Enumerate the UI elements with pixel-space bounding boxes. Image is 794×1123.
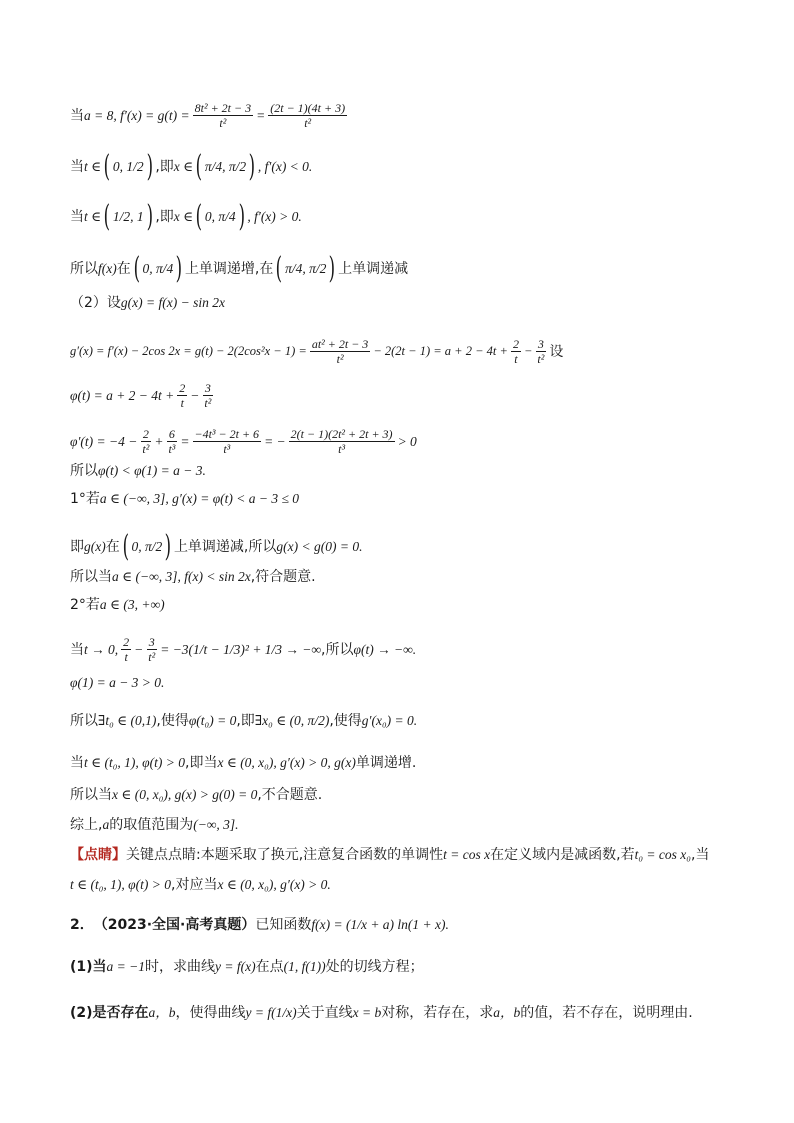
- line-5: （2）设 g(x) = f(x) − sin 2x: [70, 295, 225, 311]
- line-4: 所以 f(x) 在 ( 0, π/4 ) 上单调递增,在 ( π/4, π/2 ) 上单调递减: [70, 251, 409, 286]
- line-13: 2°若 a ∈ (3, +∞): [70, 597, 165, 613]
- problem-source: （2023·全国·高考真题）: [93, 917, 256, 933]
- line-15: φ(1) = a − 3 > 0.: [70, 675, 165, 690]
- line-16: 所以 ∃t₀ ∈ (0,1) ,使得 φ(t₀) = 0 ,即 ∃x₀ ∈ (0, π/2) ,使得 g′(x₀) = 0.: [70, 713, 418, 729]
- fraction: $\frac{\text{8t² + 2t − 3}}{\text{t²}}$: [194, 101, 252, 130]
- problem-2-part-2: (2)是否存在 a，b ，使得曲线 y = f(1/x) 关于直线 x = b 对称，若存在，求 a，b 的值，若不存在，说明理由.: [70, 1005, 693, 1021]
- line-7: φ(t) = a + 2 − 4t + $\frac{2}{t}$ − $\frac{3}{\text{t²}}$: [70, 381, 212, 410]
- fraction: $\frac{(2t - 1)(4t + 3)}{\text{t²}}$: [270, 101, 346, 130]
- problem-number: 2．: [70, 917, 94, 933]
- line-6: g′(x) = f′(x) − 2cos 2x = g(t) − 2(2cos²x − 1) = $\frac{\text{at² + 2t − 3}}{\text{t²}}$ − 2(2t − 1) = a + 2 − 4t + $\frac{2}{t}$ − $\frac{3}{\text{t²}}$ 设: [70, 337, 564, 366]
- interval: 0, π/4: [204, 209, 236, 225]
- line-14: 当 t → 0, $\frac{2}{t}$ − $\frac{3}{\text{t²}}$ = −3(1/t − 1/3)² + 1/3 → −∞ ,所以 φ(t) → −∞.: [70, 635, 417, 664]
- key-point-line-2: t ∈ (t₀, 1), φ(t) > 0 ,对应当 x ∈ (0, x₀), g′(x) > 0.: [70, 877, 331, 893]
- line-10: 1°若 a ∈ (−∞, 3], g′(x) = φ(t) < a − 3 ≤ 0: [70, 491, 300, 507]
- line-11: 即 g(x) 在 ( 0, π/2 ) 上单调递减,所以 g(x) < g(0) = 0.: [70, 529, 363, 564]
- line-12: 所以当 a ∈ (−∞, 3], f(x) < sin 2x ,符合题意.: [70, 569, 316, 585]
- interval: 1/2, 1: [112, 209, 144, 225]
- line-19: 综上, a 的取值范围为 (−∞, 3].: [70, 817, 239, 833]
- key-point-line-1: 【点睛】 关键点点睛:本题采取了换元,注意复合函数的单调性 t = cos x 在定义域内是减函数,若 t₀ = cos x₀ ,当: [70, 847, 710, 863]
- interval: π/4, π/2: [204, 159, 247, 175]
- interval: 0, 1/2: [112, 159, 144, 175]
- line-1: 当 a = 8, f′(x) = g(t) = $\frac{\text{8t² + 2t − 3}}{\text{t²}}$ = $\frac{(2t - 1)(4t + 3)}{\text{t²}}$: [70, 101, 346, 130]
- key-point-tag: 【点睛】: [70, 847, 126, 863]
- text: 当: [70, 107, 84, 124]
- line-3: 当 t ∈ ( 1/2, 1 ) ,即 x ∈ ( 0, π/4 ) , f′(x) > 0.: [70, 199, 302, 234]
- line-18: 所以当 x ∈ (0, x₀), g(x) > g(0) = 0 ,不合题意.: [70, 787, 323, 803]
- line-2: 当 t ∈ ( 0, 1/2 ) ,即 x ∈ ( π/4, π/2 ) , f′(x) < 0.: [70, 149, 313, 184]
- problem-2-part-1: (1)当 a = −1 时，求曲线 y = f(x) 在点 (1, f(1)) 处的切线方程；: [70, 959, 424, 975]
- line-8: φ′(t) = −4 − $\frac{2}{\text{t²}}$ + $\frac{6}{\text{t³}}$ = $\frac{\text{−4t³ − 2t + 6}}{\text{t³}}$ = − $\frac{\text{2(t − 1)(2t² + 2t + 3)}}{\text{t³}}$ > 0: [70, 427, 417, 456]
- line-17: 当 t ∈ (t₀, 1), φ(t) > 0 ,即当 x ∈ (0, x₀), g′(x) > 0, g(x) 单调递增.: [70, 755, 417, 771]
- formula: a = 8, f′(x) = g(t) =: [84, 107, 190, 123]
- problem-2-stem: 2． （2023·全国·高考真题） 已知函数 f(x) = (1/x + a) ln(1 + x).: [70, 917, 449, 933]
- line-9: 所以 φ(t) < φ(1) = a − 3.: [70, 463, 206, 479]
